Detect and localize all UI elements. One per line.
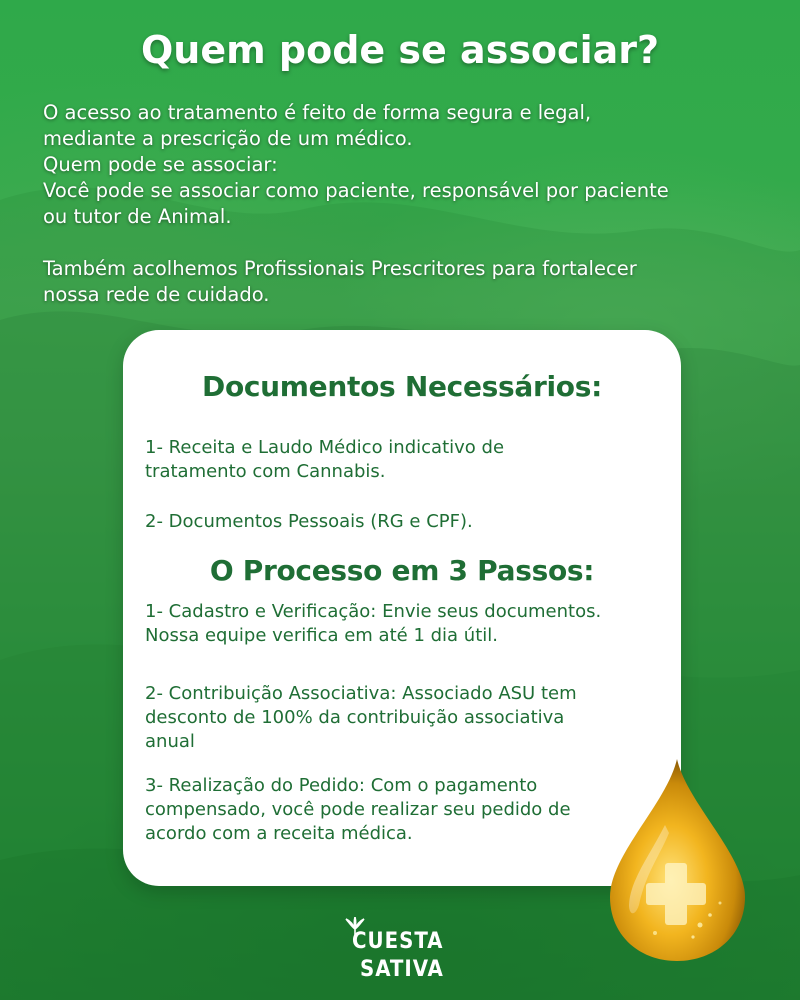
process-step	[145, 600, 665, 648]
document-item	[145, 510, 665, 534]
process-step-line: desconto de 100% da contribuição associativa	[145, 707, 565, 728]
documents-heading: Documentos Necessários:	[202, 370, 602, 403]
process-step-line: 3- Realização do Pedido: Com o pagamento	[145, 775, 538, 796]
process-step-line: acordo com a receita médica.	[145, 823, 413, 844]
process-step	[145, 774, 665, 846]
intro-line: Você pode se associar como paciente, responsável por paciente	[43, 179, 669, 202]
logo-line: SATIVA	[360, 957, 444, 982]
intro-line: ou tutor de Animal.	[43, 205, 232, 228]
process-step-line: Nossa equipe verifica em até 1 dia útil.	[145, 625, 498, 646]
intro-line: mediante a prescrição de um médico.	[43, 127, 413, 150]
brand-logo	[340, 915, 460, 993]
document-item	[145, 436, 665, 484]
document-item-line: tratamento com Cannabis.	[145, 461, 386, 482]
process-step	[145, 682, 665, 754]
document-item-line: 1- Receita e Laudo Médico indicativo de	[145, 437, 505, 458]
logo-line: CUESTA	[352, 929, 444, 954]
process-step-line: anual	[145, 731, 195, 752]
intro-text	[43, 100, 763, 308]
page-title: Quem pode se associar?	[140, 28, 660, 72]
info-card	[123, 330, 681, 886]
intro-line: Quem pode se associar:	[43, 153, 278, 176]
intro-line: Também acolhemos Profissionais Prescritores para fortalecer	[43, 257, 637, 280]
document-item-line: 2- Documentos Pessoais (RG e CPF).	[145, 511, 473, 532]
oil-drop-icon	[605, 755, 750, 965]
process-step-line: compensado, você pode realizar seu pedido de	[145, 799, 571, 820]
intro-line: nossa rede de cuidado.	[43, 283, 270, 306]
process-step-line: 2- Contribuição Associativa: Associado ASU tem	[145, 683, 577, 704]
process-heading: O Processo em 3 Passos:	[209, 554, 595, 587]
intro-line: O acesso ao tratamento é feito de forma segura e legal,	[43, 101, 592, 124]
process-step-line: 1- Cadastro e Verificação: Envie seus documentos.	[145, 601, 602, 622]
